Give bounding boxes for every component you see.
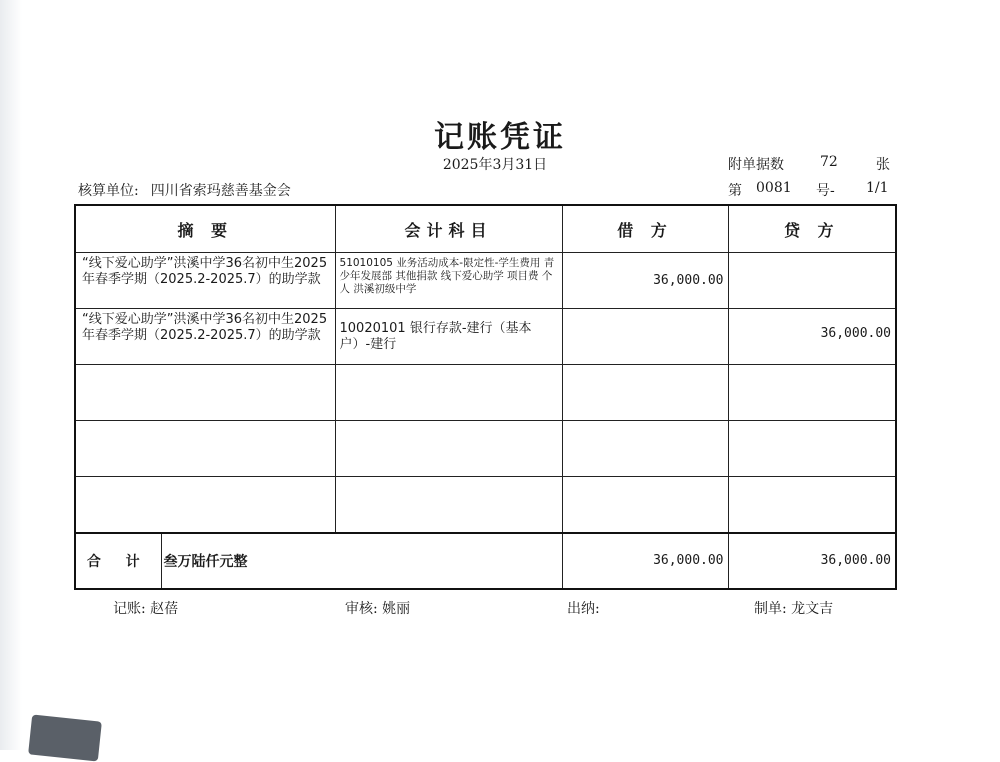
entry-credit	[728, 253, 896, 309]
cashier-signature	[567, 598, 600, 618]
entry-summary: “线下爱心助学”洪溪中学36名初中生2025年春季学期（2025.2-2025.7）的助学款	[75, 253, 335, 309]
accounting-unit-label: 核算单位:	[78, 183, 139, 199]
table-header-row	[75, 205, 896, 253]
entry-subject: 10020101 银行存款-建行（基本户）-建行	[335, 309, 562, 365]
entry-debit	[562, 309, 728, 365]
header-credit: 贷 方	[728, 205, 896, 253]
header-summary: 摘 要	[75, 205, 335, 253]
table-row	[75, 309, 896, 365]
total-row	[75, 533, 896, 589]
reviewer-label: 审核:	[345, 601, 378, 617]
table-row-empty	[75, 477, 896, 533]
table-row-empty	[75, 421, 896, 477]
table-row	[75, 253, 896, 309]
accounting-unit	[78, 180, 291, 200]
voucher-number-suffix: 号-	[816, 183, 835, 199]
preparer-name: 龙文吉	[791, 601, 834, 617]
entry-summary: “线下爱心助学”洪溪中学36名初中生2025年春季学期（2025.2-2025.7）的助学款	[75, 309, 335, 365]
total-in-words: 叁万陆仟元整	[161, 533, 562, 589]
cashier-label: 出纳:	[567, 601, 600, 617]
voucher-date: 2025年3月31日	[442, 157, 548, 173]
preparer-label: 制单:	[754, 601, 787, 617]
attachments-unit: 张	[876, 157, 890, 173]
voucher-title: 记账凭证	[434, 120, 566, 155]
bookkeeper-label: 记账:	[113, 601, 146, 617]
entry-subject: 51010105 业务活动成本-限定性-学生费用 青少年发展部 其他捐款 线下爱心助学 项目费 个人 洪溪初级中学	[335, 253, 562, 309]
voucher-page: 1/1	[866, 180, 889, 196]
attachments-count: 72	[820, 154, 838, 170]
header-debit: 借 方	[562, 205, 728, 253]
reviewer-name: 姚丽	[382, 601, 411, 617]
preparer-signature	[754, 598, 833, 618]
voucher-table	[74, 204, 897, 590]
total-credit: 36,000.00	[728, 533, 896, 589]
total-debit: 36,000.00	[562, 533, 728, 589]
reviewer-signature	[345, 598, 410, 618]
entry-credit: 36,000.00	[728, 309, 896, 365]
attachments-label: 附单据数	[728, 157, 784, 173]
bookkeeper-signature	[113, 598, 178, 618]
scan-corner-artifact	[28, 714, 102, 761]
table-row-empty	[75, 365, 896, 421]
voucher-number-prefix: 第	[728, 183, 742, 199]
voucher-number-value: 0081	[756, 180, 792, 196]
header-subject: 会计科目	[335, 205, 562, 253]
total-label: 合 计	[75, 533, 161, 589]
bookkeeper-name: 赵蓓	[150, 601, 179, 617]
accounting-unit-value: 四川省索玛慈善基金会	[150, 183, 291, 199]
entry-debit: 36,000.00	[562, 253, 728, 309]
